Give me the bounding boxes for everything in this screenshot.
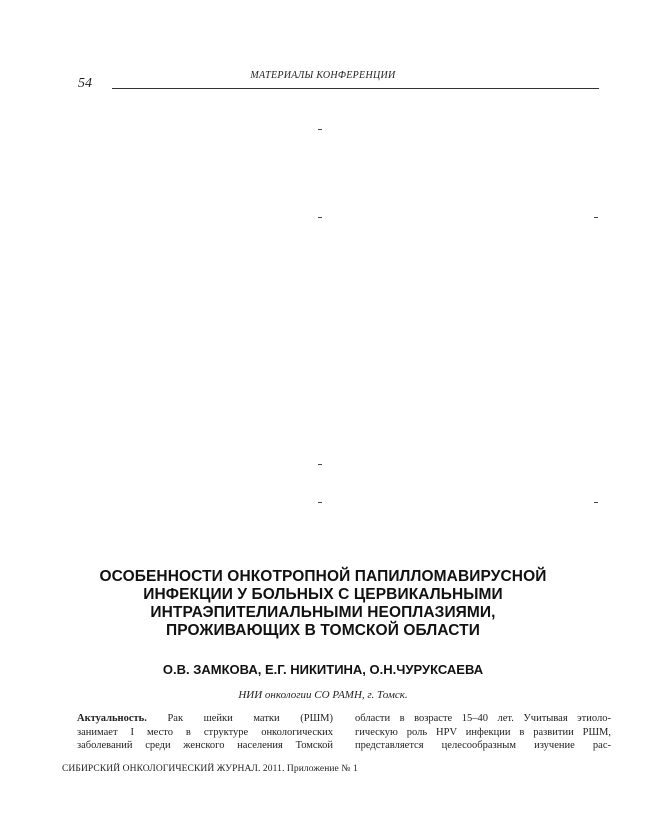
stray-dash-mark (318, 464, 322, 465)
right-column (355, 712, 611, 753)
running-head: МАТЕРИАЛЫ КОНФЕРЕНЦИИ (250, 70, 396, 81)
title-line: ИНТРАЭПИТЕЛИАЛЬНЫМИ НЕОПЛАЗИЯМИ, (150, 604, 496, 621)
title-line: ПРОЖИВАЮЩИХ В ТОМСКОЙ ОБЛАСТИ (166, 622, 480, 639)
affiliation: НИИ онкологии СО РАМН, г. Томск. (238, 689, 408, 701)
body-text: Рак шейки матки (РШМ) (146, 713, 333, 724)
stray-dash-mark (318, 502, 322, 503)
body-line: занимает I место в структуре онкологических (77, 726, 333, 738)
body-line: заболеваний среди женского населения Томской (77, 740, 333, 751)
article-title (60, 568, 586, 640)
stray-dash-mark (594, 502, 598, 503)
page-number: 54 (78, 76, 92, 91)
body-line: представляется целесообразным изучение рас- (355, 740, 611, 751)
stray-dash-mark (594, 217, 598, 218)
body-line: области в возрасте 15–40 лет. Учитывая этиоло- (355, 713, 611, 724)
title-line: ИНФЕКЦИИ У БОЛЬНЫХ С ЦЕРВИКАЛЬНЫМИ (143, 586, 503, 603)
journal-footer: СИБИРСКИЙ ОНКОЛОГИЧЕСКИЙ ЖУРНАЛ. 2011. Приложение № 1 (62, 764, 358, 774)
stray-dash-mark (318, 129, 322, 130)
body-line (77, 712, 333, 726)
body-line: гическую роль HPV инфекции в развитии РШМ, (355, 726, 611, 738)
title-line: ОСОБЕННОСТИ ОНКОТРОПНОЙ ПАПИЛЛОМАВИРУСНОЙ (99, 568, 547, 585)
stray-dash-mark (318, 217, 322, 218)
left-column (77, 712, 333, 753)
header-rule (112, 88, 599, 89)
section-lead: Актуальность. (77, 713, 147, 724)
authors: О.В. ЗАМКОВА, Е.Г. НИКИТИНА, О.Н.ЧУРУКСАЕВА (162, 662, 484, 677)
